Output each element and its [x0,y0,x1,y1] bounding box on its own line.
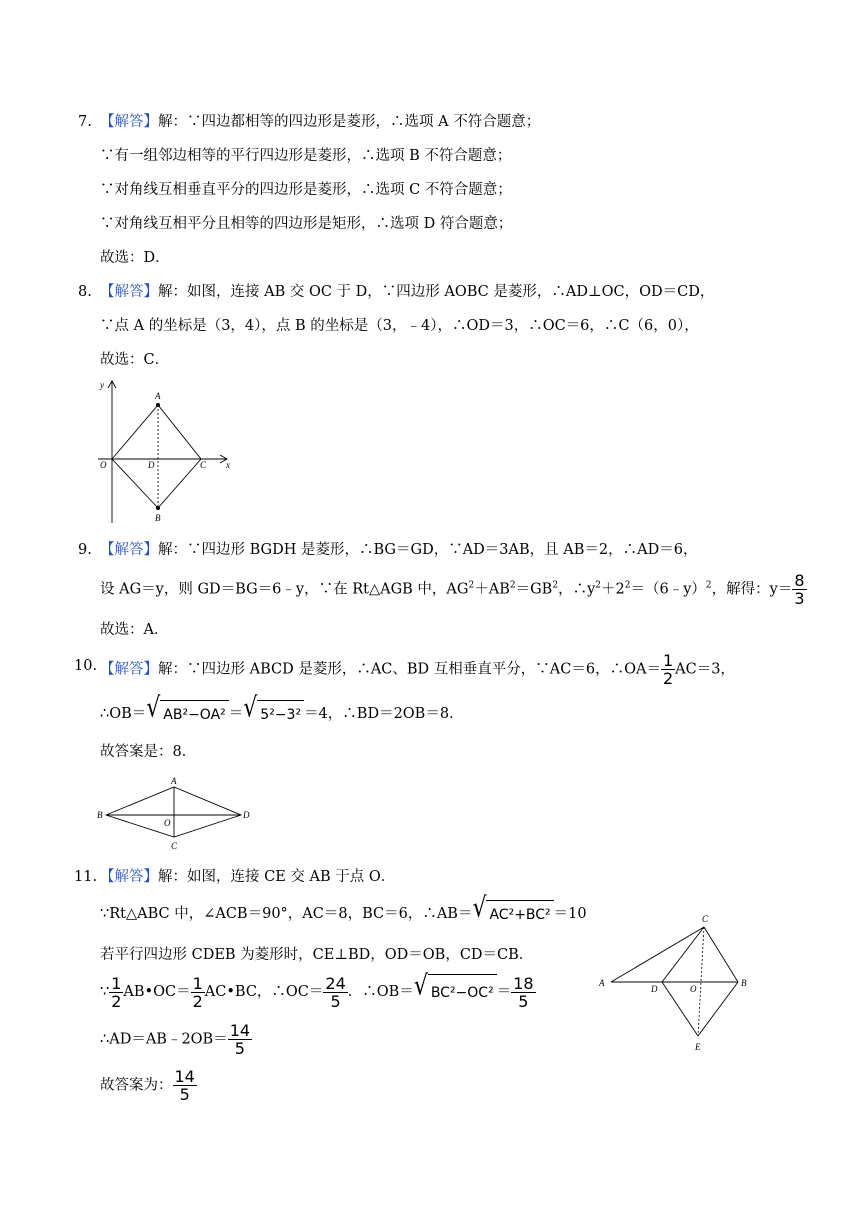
q9-line-1 [100,540,697,560]
q10-label-d: D [243,810,250,820]
q11-f2-num: 1 [192,973,203,993]
q9-sup-6: 2 [705,580,712,591]
q11-line-6 [100,1068,197,1103]
q11-number: 11. [74,869,98,885]
q9-text-1: 解：∵四边形 BGDH 是菱形，∴BG＝GD，∵AD＝3AB，且 AB＝2，∴AD＝6， [158,542,698,558]
q9-line-3: 故选：A． [100,622,169,638]
q10-text-2c: ＝4，∴BD＝2OB＝8． [304,706,464,722]
q8-rhombus [112,405,201,508]
q9-tag: 【解答】 [100,542,158,558]
q10-sqrt-1: √ AB²−OA² [146,700,229,728]
q10-frac-den: 2 [662,669,674,688]
q11-label-d: D [651,984,658,994]
q11-segment-ac [611,927,704,982]
q7-line-2: ∵有一组邻边相等的平行四边形是菱形，∴选项 B 不符合题意； [100,148,512,164]
q11-f3-den: 5 [330,991,341,1011]
q11-text-1: 解：如图，连接 CE 交 AB 于点 O． [158,869,396,885]
q11-sqrt-2-arg: BC²−OC² [428,974,497,1010]
q11-f2-den: 2 [192,991,203,1011]
q9-sup-2: 2 [509,580,516,591]
q9-sup-4: 2 [595,580,602,591]
q11-segment-eb [698,982,738,1036]
q11-fraction-2 [191,975,205,1010]
q9-sup-3: 2 [552,580,559,591]
q11-text-2b: ＝10 [553,906,587,922]
q8-figure [94,378,234,524]
q8-line-1 [100,282,714,302]
q11-tag: 【解答】 [100,869,158,885]
q7-number: 7. [78,114,92,130]
q10-sqrt-1-arg: AB²−OA² [160,700,229,728]
q11-line-1 [100,867,395,887]
q10-rhombus [106,787,241,837]
q11-f1-den: 2 [111,991,122,1011]
q11-f6-den: 5 [179,1085,190,1104]
q9-sup-1: 2 [468,580,475,591]
q11-text-4c: AC•BC，∴OC＝ [204,984,324,1000]
q11-f4-den: 5 [518,991,529,1011]
q8-label-b: B [155,513,161,523]
q9-text-2d: ，∴y [558,581,596,598]
q11-fraction-3 [323,975,347,1010]
q8-line-2: ∵点 A 的坐标是（3，4），点 B 的坐标是（3，﹣4），∴OD＝3，∴OC＝6，∴C（6，0）， [100,318,699,334]
q11-text-5a: ∴AD＝AB﹣2OB＝ [100,1031,228,1048]
q11-f5-num: 14 [229,1021,251,1040]
q9-frac-den: 3 [794,589,805,608]
q10-label-a: A [171,776,177,786]
q11-label-o: O [690,984,697,994]
q11-f4-num: 18 [513,973,534,993]
q7-line-5: 故选：D． [100,250,170,266]
q10-line-1 [100,652,735,687]
q10-label-b: B [97,810,103,820]
q11-fraction-1 [109,975,123,1010]
q11-label-a: A [599,978,605,988]
q8-label-o: O [100,460,107,470]
q9-text-2e: ＋2 [601,581,625,598]
q10-frac-num: 1 [662,651,674,670]
q11-sqrt-1-arg: AC²+BC² [486,900,553,928]
q11-f5-den: 5 [234,1039,245,1058]
q11-label-c: C [702,914,709,924]
q9-number: 9. [78,542,92,558]
q11-segment-ce [698,927,704,1036]
q7-line-1 [100,112,540,132]
q10-text-1a: 解：∵四边形 ABCD 是菱形，∴AC、BD 互相垂直平分，∵AC＝6，∴OA＝ [158,661,661,678]
q11-text-4a: ∵ [100,984,110,1000]
q11-sqrt-2: √ BC²−OC² [414,974,497,1010]
q7-text-1: 解：∵四边都相等的四边形是菱形，∴选项 A 不符合题意； [158,114,541,130]
q11-f1-num: 1 [111,973,122,993]
q11-fraction-6 [173,1068,197,1103]
q11-sqrt-1: √ AC²+BC² [472,900,553,928]
q9-fraction [792,572,806,607]
q9-line-2 [100,572,807,607]
q8-text-1: 解：如图，连接 AB 交 OC 于 D，∵四边形 AOBC 是菱形，∴AD⊥OC，OD＝CD， [158,284,715,300]
q10-text-2a: ∴OB＝ [100,706,147,722]
q7-tag: 【解答】 [100,114,158,130]
q11-line-3: 若平行四边形 CDEB 为菱形时，CE⊥BD，OD＝OB，CD＝CB． [100,947,534,963]
q11-label-e: E [695,1042,701,1052]
q10-line-2 [100,692,464,728]
q9-frac-num: 8 [794,571,805,590]
q8-label-a: A [155,391,161,401]
q11-fraction-4 [511,975,535,1010]
q9-text-2b: ＋AB [474,581,510,598]
q9-text-2f: ＝（6﹣y） [630,581,706,598]
q10-figure [94,774,258,854]
q10-line-3: 故答案是：8． [100,744,197,760]
q8-tag: 【解答】 [100,284,158,300]
q10-sqrt-2: √ 5²−3² [243,700,304,728]
q9-text-2g: ，解得：y＝ [711,581,793,598]
q11-figure [594,908,764,1058]
q10-label-c: C [171,841,178,851]
q8-number: 8. [78,284,92,300]
q8-point-b [156,506,160,510]
q11-text-4d: ．∴OB＝ [347,984,414,1000]
q8-point-a [156,403,160,407]
q8-label-c: C [200,460,207,470]
q7-line-4: ∵对角线互相平分且相等的四边形是矩形，∴选项 D 符合题意； [100,216,513,232]
q11-text-6a: 故答案为： [100,1077,173,1094]
q7-line-3: ∵对角线互相垂直平分的四边形是菱形，∴选项 C 不符合题意； [100,182,512,198]
q11-line-5 [100,1022,252,1057]
q10-number: 10. [74,658,98,674]
q10-text-2b: ＝ [228,706,244,722]
q10-tag: 【解答】 [100,661,158,678]
q8-label-x: x [226,460,230,470]
q11-segment-cd [662,927,704,982]
q11-f6-num: 14 [174,1067,195,1086]
q11-f3-num: 24 [325,973,346,993]
q11-line-4 [100,970,536,1011]
q9-text-2c: ＝GB [515,581,553,598]
q11-segment-cb [704,927,738,982]
q11-text-4e: ＝ [496,984,512,1000]
q10-fraction [661,652,675,687]
q10-text-1b: AC＝3， [675,661,735,678]
q10-sqrt-2-arg: 5²−3² [257,700,304,728]
q11-text-2a: ∵Rt△ABC 中，∠ACB＝90°，AC＝8，BC＝6，∴AB＝ [100,906,473,922]
q10-label-o: O [164,818,171,828]
q8-label-d: D [148,460,155,470]
q11-label-b: B [741,978,747,988]
q11-fraction-5 [228,1022,252,1057]
q8-line-3: 故选：C． [100,352,170,368]
q9-sup-5: 2 [624,580,631,591]
q8-label-y: y [100,380,104,390]
q9-text-2a: 设 AG＝y，则 GD＝BG＝6﹣y，∵在 Rt△AGB 中，AG [100,581,469,598]
q11-line-2 [100,892,587,928]
q11-text-4b: AB•OC＝ [123,984,191,1000]
